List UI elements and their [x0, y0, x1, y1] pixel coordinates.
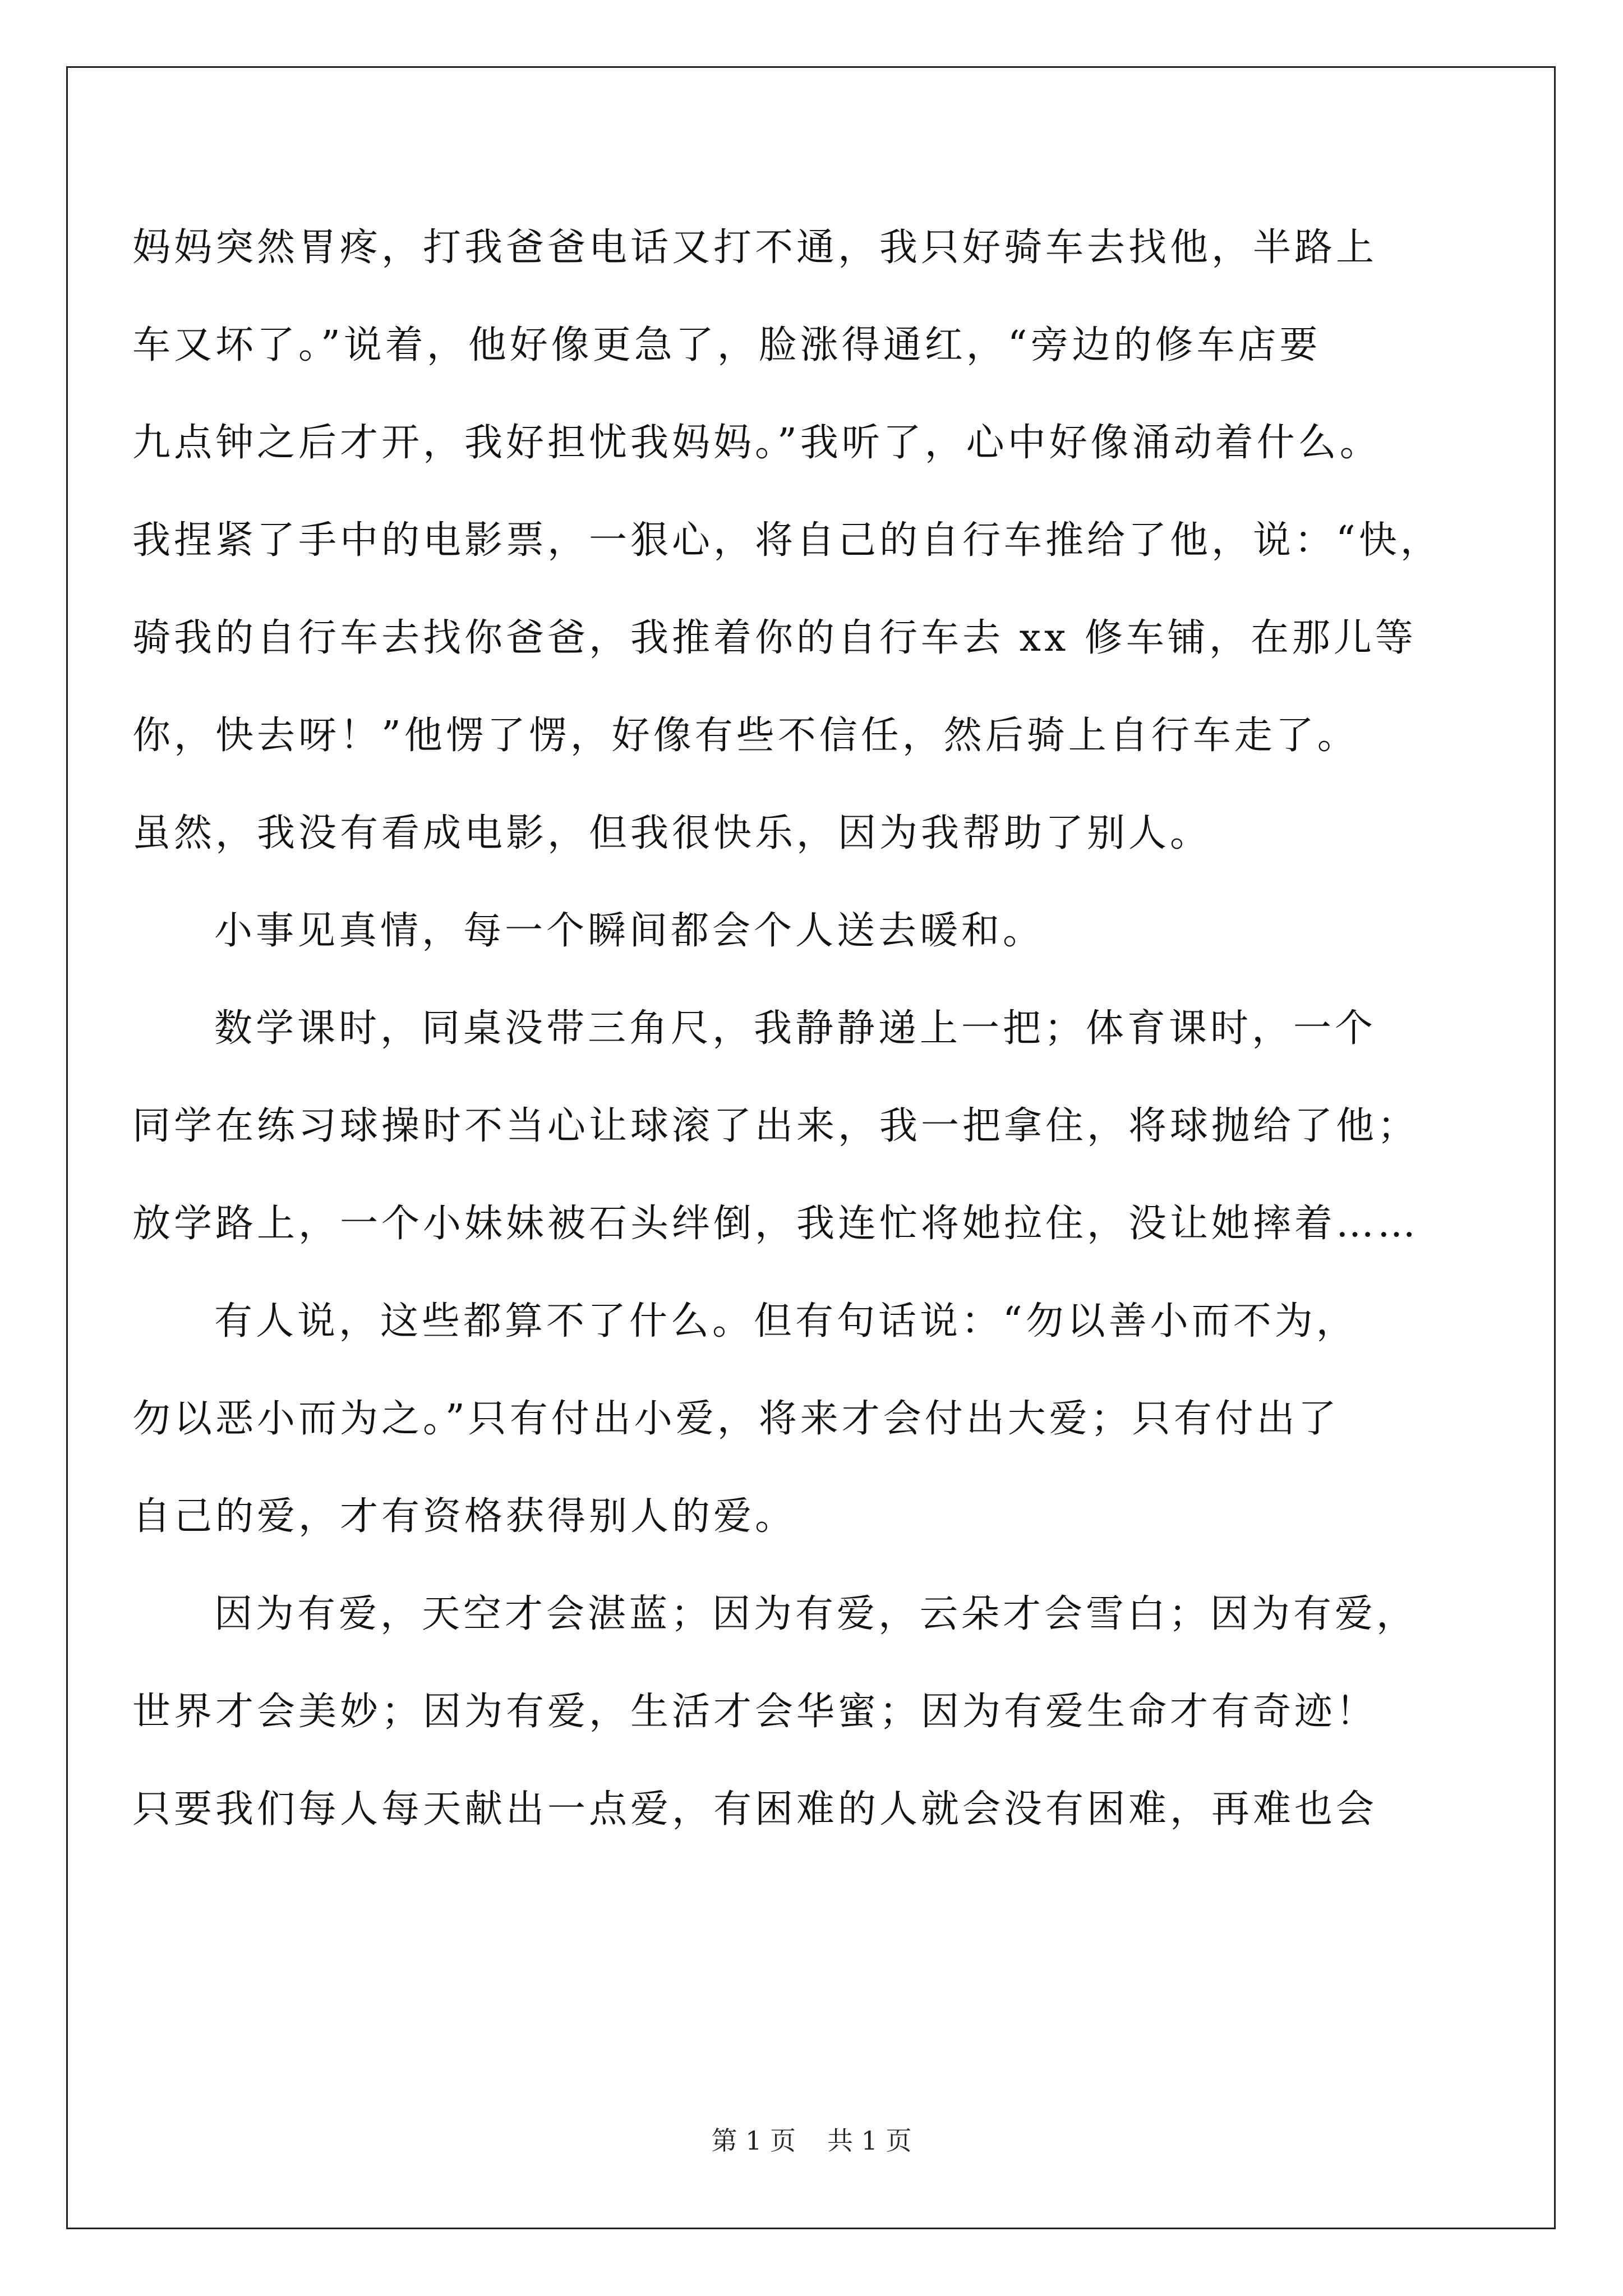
text-line: 同学在练习球操时不当心让球滚了出来，我一把拿住，将球抛给了他； [132, 1104, 1419, 1148]
text-line: 你，快去呀！”他愣了愣，好像有些不信任，然后骑上自行车走了。 [132, 714, 1359, 758]
text-line: 车又坏了。”说着，他好像更急了，脸涨得通红，“旁边的修车店要 [132, 323, 1321, 367]
text-line: 虽然，我没有看成电影，但我很快乐，因为我帮助了别人。 [132, 811, 1212, 855]
paragraph-first-line: 有人说，这些都算不了什么。但有句话说：“勿以善小而不为， [214, 1299, 1358, 1343]
page-number: 第 1 页 [711, 2125, 796, 2156]
text-line: 九点钟之后才开，我好担忧我妈妈。”我听了，心中好像涌动着什么。 [132, 421, 1381, 465]
text-line: 勿以恶小而为之。”只有付出小爱，将来才会付出大爱；只有付出了 [132, 1397, 1340, 1441]
text-line: 世界才会美妙；因为有爱，生活才会华蜜；因为有爱生命才有奇迹！ [132, 1690, 1378, 1734]
text-line: 骑我的自行车去找你爸爸，我推着你的自行车去 xx 修车铺，在那儿等 [132, 616, 1417, 660]
text-line: 妈妈突然胃疼，打我爸爸电话又打不通，我只好骑车去找他，半路上 [132, 226, 1378, 270]
text-line: 我捏紧了手中的电影票，一狠心，将自己的自行车推给了他，说：“快， [132, 518, 1442, 563]
page-footer [0, 2125, 1623, 2156]
paragraph-first-line: 数学课时，同桌没带三角尺，我静静递上一把；体育课时，一个 [214, 1006, 1377, 1051]
text-line: 自己的爱，才有资格获得别人的爱。 [132, 1494, 797, 1539]
paragraph-first-line: 小事见真情，每一个瞬间都会个人送去暖和。 [214, 909, 1045, 953]
page-total: 共 1 页 [827, 2125, 912, 2156]
paragraph-first-line: 因为有爱，天空才会湛蓝；因为有爱，云朵才会雪白；因为有爱， [214, 1592, 1418, 1636]
text-line: 放学路上，一个小妹妹被石头绊倒，我连忙将她拉住，没让她摔着…… [132, 1202, 1419, 1246]
text-line: 只要我们每人每天献出一点爱，有困难的人就会没有困难，再难也会 [132, 1787, 1378, 1832]
